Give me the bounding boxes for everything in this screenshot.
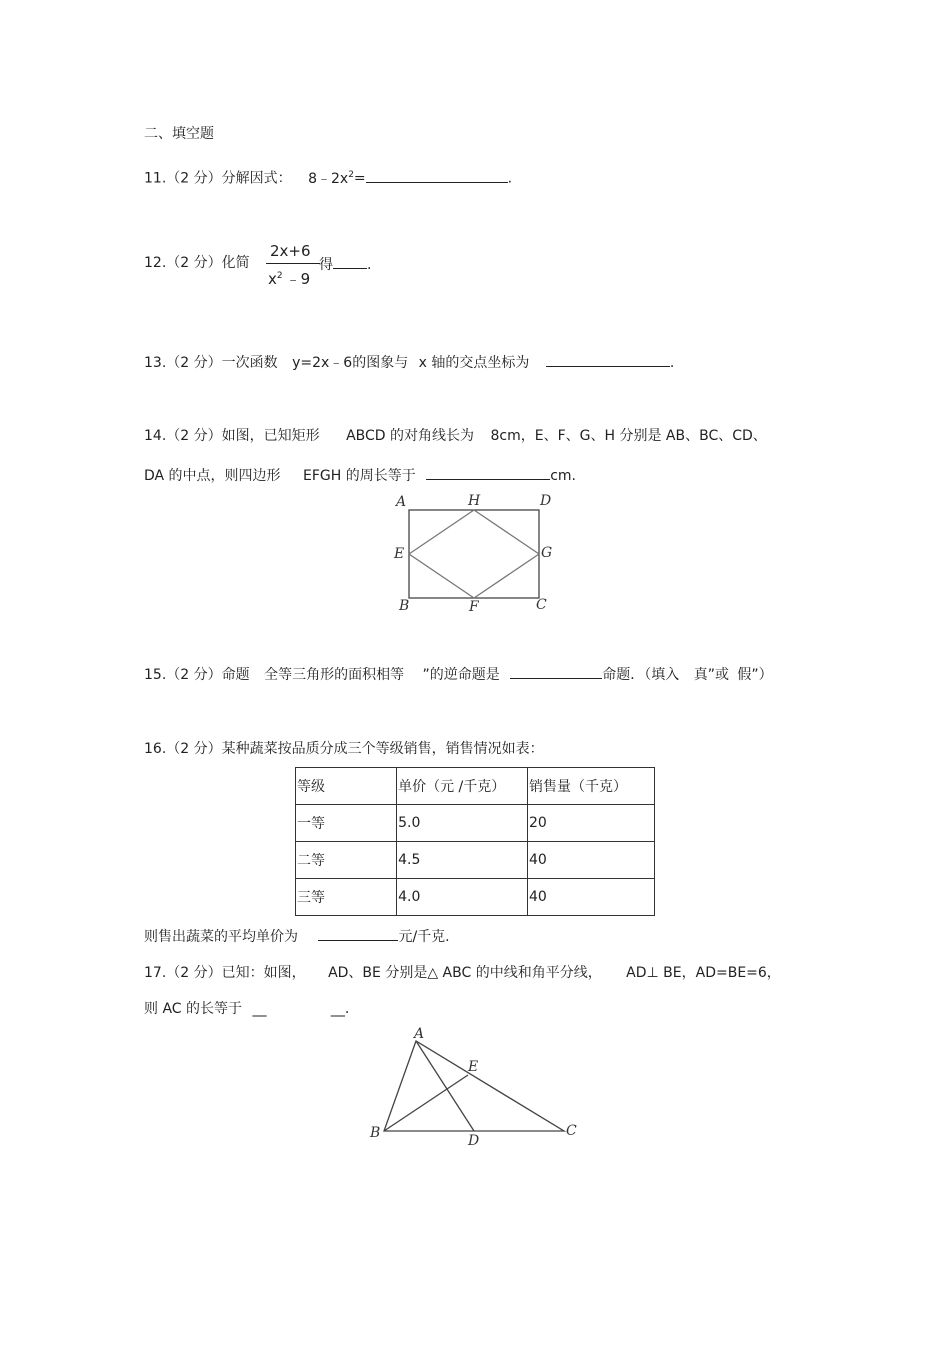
table-row	[296, 879, 655, 916]
question-text: x 轴的交点坐标为	[418, 355, 530, 371]
question-12	[144, 254, 250, 272]
answer-blank[interactable]	[366, 168, 508, 183]
question-17-line1	[144, 964, 781, 982]
label-b: B	[399, 598, 410, 614]
question-16-tail	[144, 926, 450, 946]
label-b: B	[370, 1125, 381, 1141]
rectangle-abcd	[409, 510, 539, 598]
question-score: （2 分）	[166, 965, 222, 981]
question-number: 12.	[144, 255, 167, 271]
sales-table	[295, 767, 655, 916]
question-number: 15.	[144, 667, 167, 683]
label-g: G	[541, 545, 553, 561]
question-text: 如图，已知矩形	[221, 428, 320, 444]
median-ad	[416, 1041, 474, 1131]
fraction-bar	[266, 263, 320, 264]
table-cell: 40	[528, 842, 655, 879]
period: .	[367, 257, 372, 273]
label-c: C	[566, 1123, 577, 1139]
question-text: 一次函数	[221, 355, 278, 371]
answer-blank[interactable]	[318, 926, 398, 941]
table-cell: 40	[528, 879, 655, 916]
question-score: （2 分）	[166, 355, 222, 371]
rhombus-efgh	[409, 510, 539, 598]
question-text: 假”）	[737, 667, 773, 683]
question-text: 则售出蔬菜的平均单价为	[144, 929, 298, 945]
answer-blank-right[interactable]: __	[330, 1001, 345, 1017]
math-expression: y=2x﹣6	[292, 355, 353, 371]
question-number: 14.	[144, 428, 167, 444]
label-f: F	[469, 599, 479, 615]
answer-blank-left[interactable]: __	[252, 1001, 267, 1017]
triangle-abc	[384, 1041, 564, 1131]
label-d: D	[540, 493, 552, 509]
table-cell: 一等	[296, 805, 397, 842]
question-score: （2 分）	[166, 667, 222, 683]
question-text: 8cm，E、F、G、H 分别是 AB、BC、CD、	[490, 428, 767, 444]
table-header-cell: 销售量（千克）	[528, 768, 655, 805]
question-text: ABCD 的对角线长为	[346, 428, 475, 444]
question-text: AD、BE 分别是△ ABC 的中线和角平分线，	[328, 965, 602, 981]
exponent: 2	[348, 170, 354, 180]
question-text: 某种蔬菜按品质分成三个等级销售，销售情况如表：	[221, 741, 544, 757]
question-11	[144, 166, 512, 188]
question-score: （2 分）	[166, 170, 222, 187]
question-text: 命题．（填入	[602, 667, 680, 683]
section-title: 二、填空题	[144, 126, 214, 142]
table-cell: 4.0	[397, 879, 528, 916]
table-cell: 三等	[296, 879, 397, 916]
question-17-line2	[144, 1000, 349, 1018]
label-e: E	[394, 546, 405, 562]
question-score: （2 分）	[166, 741, 222, 757]
table-row	[296, 805, 655, 842]
math-expression: 8﹣2x	[308, 170, 349, 187]
question-text: 则 AC 的长等于	[144, 1001, 243, 1017]
math-expression: =	[353, 170, 366, 187]
question-text: AD⊥ BE，AD=BE=6，	[626, 965, 781, 981]
question-number: 11.	[144, 170, 167, 187]
period: .	[507, 170, 513, 187]
fraction-denominator: $x^2$ ﹣9	[268, 270, 311, 288]
table-header-cell: 单价（元 /千克）	[397, 768, 528, 805]
rectangle-figure	[390, 488, 560, 618]
question-14-line1	[144, 427, 767, 445]
table-row	[296, 842, 655, 879]
question-text: 全等三角形的面积相等	[264, 667, 405, 683]
label-e: E	[468, 1059, 479, 1075]
question-text: EFGH 的周长等于	[303, 468, 416, 484]
question-16	[144, 740, 544, 758]
label-a: A	[396, 494, 407, 510]
period: .	[344, 1001, 350, 1017]
label-a: A	[414, 1026, 425, 1042]
fraction-numerator: 2x+6	[270, 242, 311, 260]
label-h: H	[468, 493, 481, 509]
answer-blank[interactable]	[546, 352, 670, 367]
question-number: 16.	[144, 741, 167, 757]
question-12-tail	[319, 254, 371, 274]
question-score: （2 分）	[166, 428, 222, 444]
question-text: 的图象与	[352, 355, 409, 371]
table-cell: 4.5	[397, 842, 528, 879]
answer-blank[interactable]	[426, 465, 550, 480]
question-text: 分解因式：	[221, 170, 292, 187]
question-text: DA 的中点，则四边形	[144, 468, 281, 484]
question-14-line2	[144, 465, 576, 485]
table-cell: 20	[528, 805, 655, 842]
question-text: 元/千克.	[398, 929, 450, 945]
label-c: C	[536, 597, 547, 613]
question-number: 13.	[144, 355, 167, 371]
table-cell: 二等	[296, 842, 397, 879]
triangle-figure	[360, 1025, 590, 1150]
question-15	[144, 664, 773, 684]
period: .	[669, 355, 675, 371]
table-header-cell: 等级	[296, 768, 397, 805]
answer-blank[interactable]	[510, 664, 602, 679]
question-number: 17.	[144, 965, 167, 981]
question-text: 命题	[221, 667, 250, 683]
question-text: 真”或	[693, 667, 729, 683]
table-cell: 5.0	[397, 805, 528, 842]
question-text: 得	[319, 257, 333, 273]
table-header-row	[296, 768, 655, 805]
question-13	[144, 352, 674, 372]
question-text: ”的逆命题是	[422, 667, 500, 683]
unit: cm.	[550, 468, 576, 484]
question-text: 已知：如图，	[221, 965, 306, 981]
fraction	[266, 242, 320, 290]
question-text: 化简	[221, 255, 250, 271]
question-score: （2 分）	[166, 255, 222, 271]
answer-blank[interactable]	[333, 254, 367, 269]
label-d: D	[468, 1133, 480, 1149]
